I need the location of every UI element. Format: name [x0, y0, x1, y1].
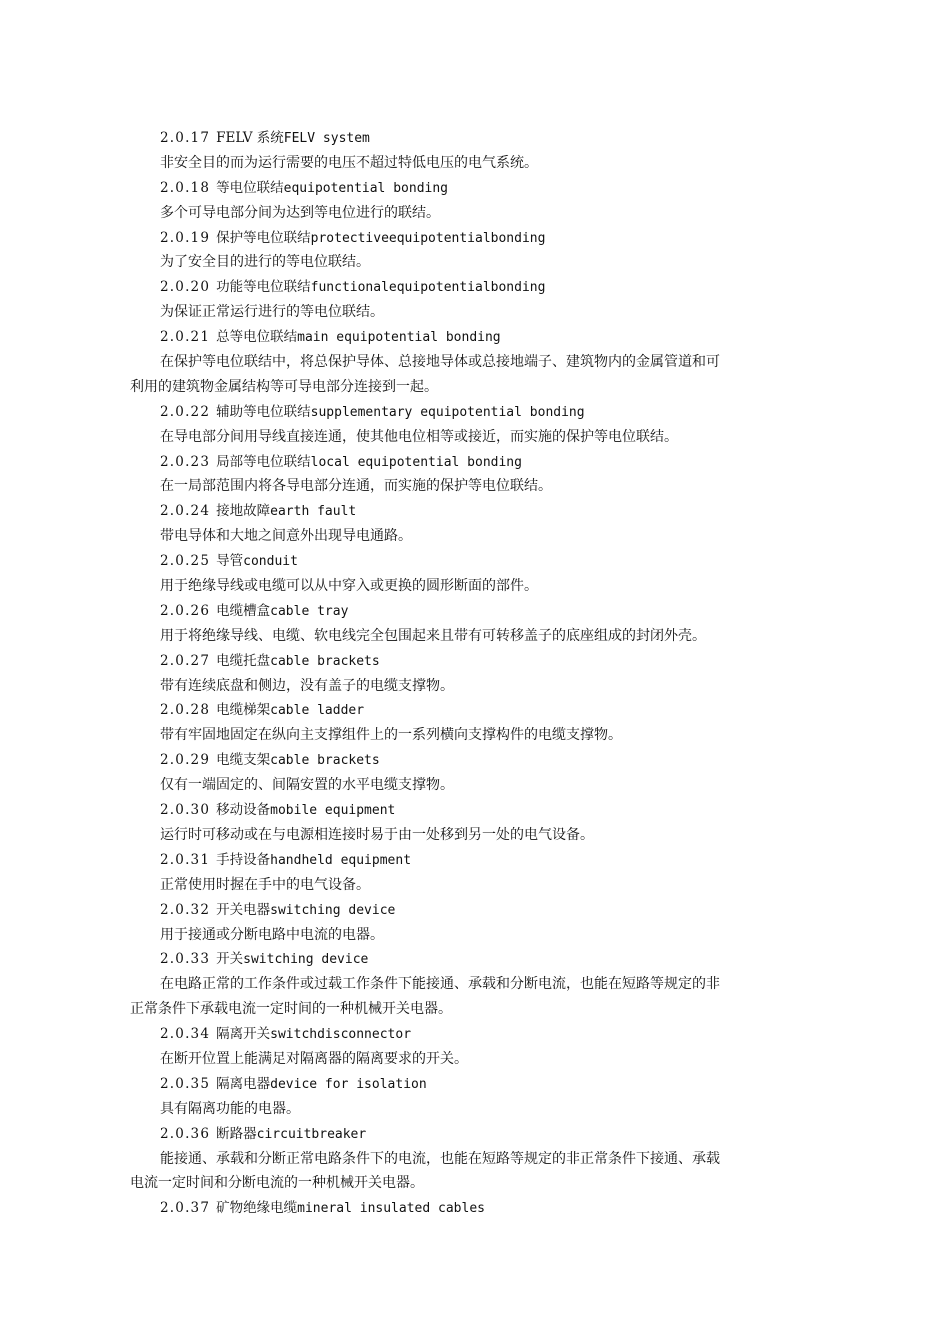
term-heading: [160, 898, 810, 923]
term-definition: 在一局部范围内将各导电部分连通，而实施的保护等电位联结。: [160, 478, 552, 495]
term-heading: [160, 275, 810, 300]
term-heading: [160, 176, 810, 201]
term-english: FELV system: [283, 131, 370, 146]
term-chinese: 功能等电位联结: [216, 279, 311, 296]
clause-number: 2.0.19: [160, 229, 211, 246]
clause-number: 2.0.26: [160, 602, 211, 619]
term-definition: 电流一定时间和分断电流的一种机械开关电器。: [130, 1175, 424, 1192]
term-english: main equipotential bonding: [297, 330, 501, 346]
term-chinese: 手持设备: [216, 851, 271, 868]
clause-number: 2.0.17: [160, 130, 211, 146]
clause-number: 2.0.22: [160, 403, 211, 420]
term-english: mineral insulated cables: [297, 1201, 485, 1217]
term-chinese: 电缆梯架: [216, 702, 271, 719]
clause-number: 2.0.23: [160, 453, 211, 470]
clause-number: 2.0.20: [160, 279, 211, 296]
term-english: cable tray: [270, 603, 349, 619]
term-definition: 在断开位置上能满足对隔离器的隔离要求的开关。: [160, 1050, 468, 1067]
term-heading: [160, 499, 810, 524]
term-chinese: FELV 系统: [216, 130, 284, 146]
term-english: cable brackets: [270, 653, 380, 669]
clause-number: 2.0.24: [160, 503, 211, 520]
term-english: handheld equipment: [270, 852, 412, 868]
term-heading: [160, 325, 810, 350]
term-chinese: 导管: [216, 553, 244, 570]
term-english: earth fault: [270, 504, 357, 520]
term-english: cable ladder: [270, 703, 365, 719]
term-chinese: 总等电位联结: [216, 329, 298, 346]
term-chinese: 开关: [216, 951, 244, 968]
term-english: device for isolation: [270, 1076, 427, 1092]
term-english: equipotential bonding: [283, 180, 449, 196]
term-english: protectiveequipotentialbonding: [310, 230, 546, 246]
term-heading: [160, 599, 810, 624]
term-definition: 用于接通或分断电路中电流的电器。: [160, 926, 384, 943]
term-heading: [160, 1122, 810, 1147]
clause-number: 2.0.32: [160, 901, 211, 918]
term-definition: 具有隔离功能的电器。: [160, 1100, 300, 1117]
term-heading: [160, 698, 810, 723]
term-definition: 能接通、承载和分断正常电路条件下的电流，也能在短路等规定的非正常条件下接通、承载: [160, 1150, 720, 1167]
term-english: conduit: [243, 554, 298, 570]
term-heading: [160, 748, 810, 773]
term-definition: 在保护等电位联结中，将总保护导体、总接地导体或总接地端子、建筑物内的金属管道和可: [160, 354, 720, 371]
term-definition: 利用的建筑物金属结构等可导电部分连接到一起。: [130, 378, 438, 395]
term-english: switchdisconnector: [270, 1027, 412, 1043]
clause-number: 2.0.25: [160, 553, 211, 570]
clause-number: 2.0.34: [160, 1026, 211, 1043]
term-definition: 为保证正常运行进行的等电位联结。: [160, 304, 384, 321]
clause-number: 2.0.27: [160, 652, 211, 669]
term-definition: 仅有一端固定的、间隔安置的水平电缆支撑物。: [160, 777, 454, 794]
term-definition: 带有牢固地固定在纵向主支撑组件上的一系列横向支撑构件的电缆支撑物。: [160, 727, 622, 744]
term-definition: 用于绝缘导线或电缆可以从中穿入或更换的圆形断面的部件。: [160, 578, 538, 595]
term-heading: [160, 126, 810, 151]
clause-number: 2.0.33: [160, 951, 211, 968]
term-chinese: 辅助等电位联结: [216, 403, 311, 420]
term-chinese: 隔离电器: [216, 1075, 271, 1092]
term-english: supplementary equipotential bonding: [310, 404, 585, 420]
clause-number: 2.0.18: [160, 179, 211, 196]
term-chinese: 电缆支架: [216, 752, 271, 769]
clause-number: 2.0.31: [160, 851, 211, 868]
clause-number: 2.0.29: [160, 752, 211, 769]
term-heading: [160, 450, 810, 475]
definitions-list: [130, 126, 810, 1221]
term-heading: [160, 1072, 810, 1097]
term-chinese: 等电位联结: [216, 179, 284, 196]
term-definition: 正常条件下承载电流一定时间的一种机械开关电器。: [130, 1001, 452, 1018]
term-heading: [160, 848, 810, 873]
term-chinese: 电缆托盘: [216, 652, 271, 669]
term-heading: [160, 400, 810, 425]
term-heading: [160, 649, 810, 674]
term-heading: [160, 1196, 810, 1221]
term-chinese: 开关电器: [216, 901, 271, 918]
term-chinese: 移动设备: [216, 802, 271, 819]
term-english: switching device: [243, 952, 369, 968]
term-chinese: 保护等电位联结: [216, 229, 311, 246]
term-chinese: 电缆槽盒: [216, 602, 271, 619]
term-heading: [160, 947, 810, 972]
term-english: functionalequipotentialbonding: [310, 280, 546, 296]
term-definition: 在电路正常的工作条件或过载工作条件下能接通、承载和分断电流，也能在短路等规定的非: [160, 976, 720, 993]
term-heading: [160, 798, 810, 823]
clause-number: 2.0.28: [160, 702, 211, 719]
term-heading: [160, 549, 810, 574]
term-chinese: 隔离开关: [216, 1026, 271, 1043]
term-definition: 在导电部分间用导线直接连通，使其他电位相等或接近，而实施的保护等电位联结。: [160, 428, 678, 445]
term-definition: 带电导体和大地之间意外出现导电通路。: [160, 528, 412, 545]
clause-number: 2.0.36: [160, 1125, 211, 1142]
term-english: cable brackets: [270, 753, 380, 769]
term-heading: [160, 1022, 810, 1047]
term-definition: 用于将绝缘导线、电缆、软电线完全包围起来且带有可转移盖子的底座组成的封闭外壳。: [160, 627, 706, 644]
term-chinese: 断路器: [216, 1125, 257, 1142]
term-english: circuitbreaker: [256, 1126, 367, 1142]
clause-number: 2.0.30: [160, 802, 211, 819]
clause-number: 2.0.21: [160, 329, 211, 346]
term-definition: 正常使用时握在手中的电气设备。: [160, 876, 370, 893]
term-definition: 运行时可移动或在与电源相连接时易于由一处移到另一处的电气设备。: [160, 826, 594, 843]
term-english: local equipotential bonding: [310, 454, 522, 470]
term-chinese: 矿物绝缘电缆: [216, 1200, 298, 1217]
term-definition: 多个可导电部分间为达到等电位进行的联结。: [160, 204, 440, 221]
term-definition: 非安全目的而为运行需要的电压不超过特低电压的电气系统。: [160, 154, 538, 171]
term-heading: [160, 226, 810, 251]
clause-number: 2.0.35: [160, 1075, 211, 1092]
term-english: switching device: [270, 902, 396, 918]
term-definition: 为了安全目的进行的等电位联结。: [160, 254, 370, 271]
term-chinese: 接地故障: [216, 503, 271, 520]
term-definition: 带有连续底盘和侧边，没有盖子的电缆支撑物。: [160, 677, 454, 694]
term-english: mobile equipment: [270, 803, 396, 819]
term-chinese: 局部等电位联结: [216, 453, 311, 470]
clause-number: 2.0.37: [160, 1200, 211, 1217]
